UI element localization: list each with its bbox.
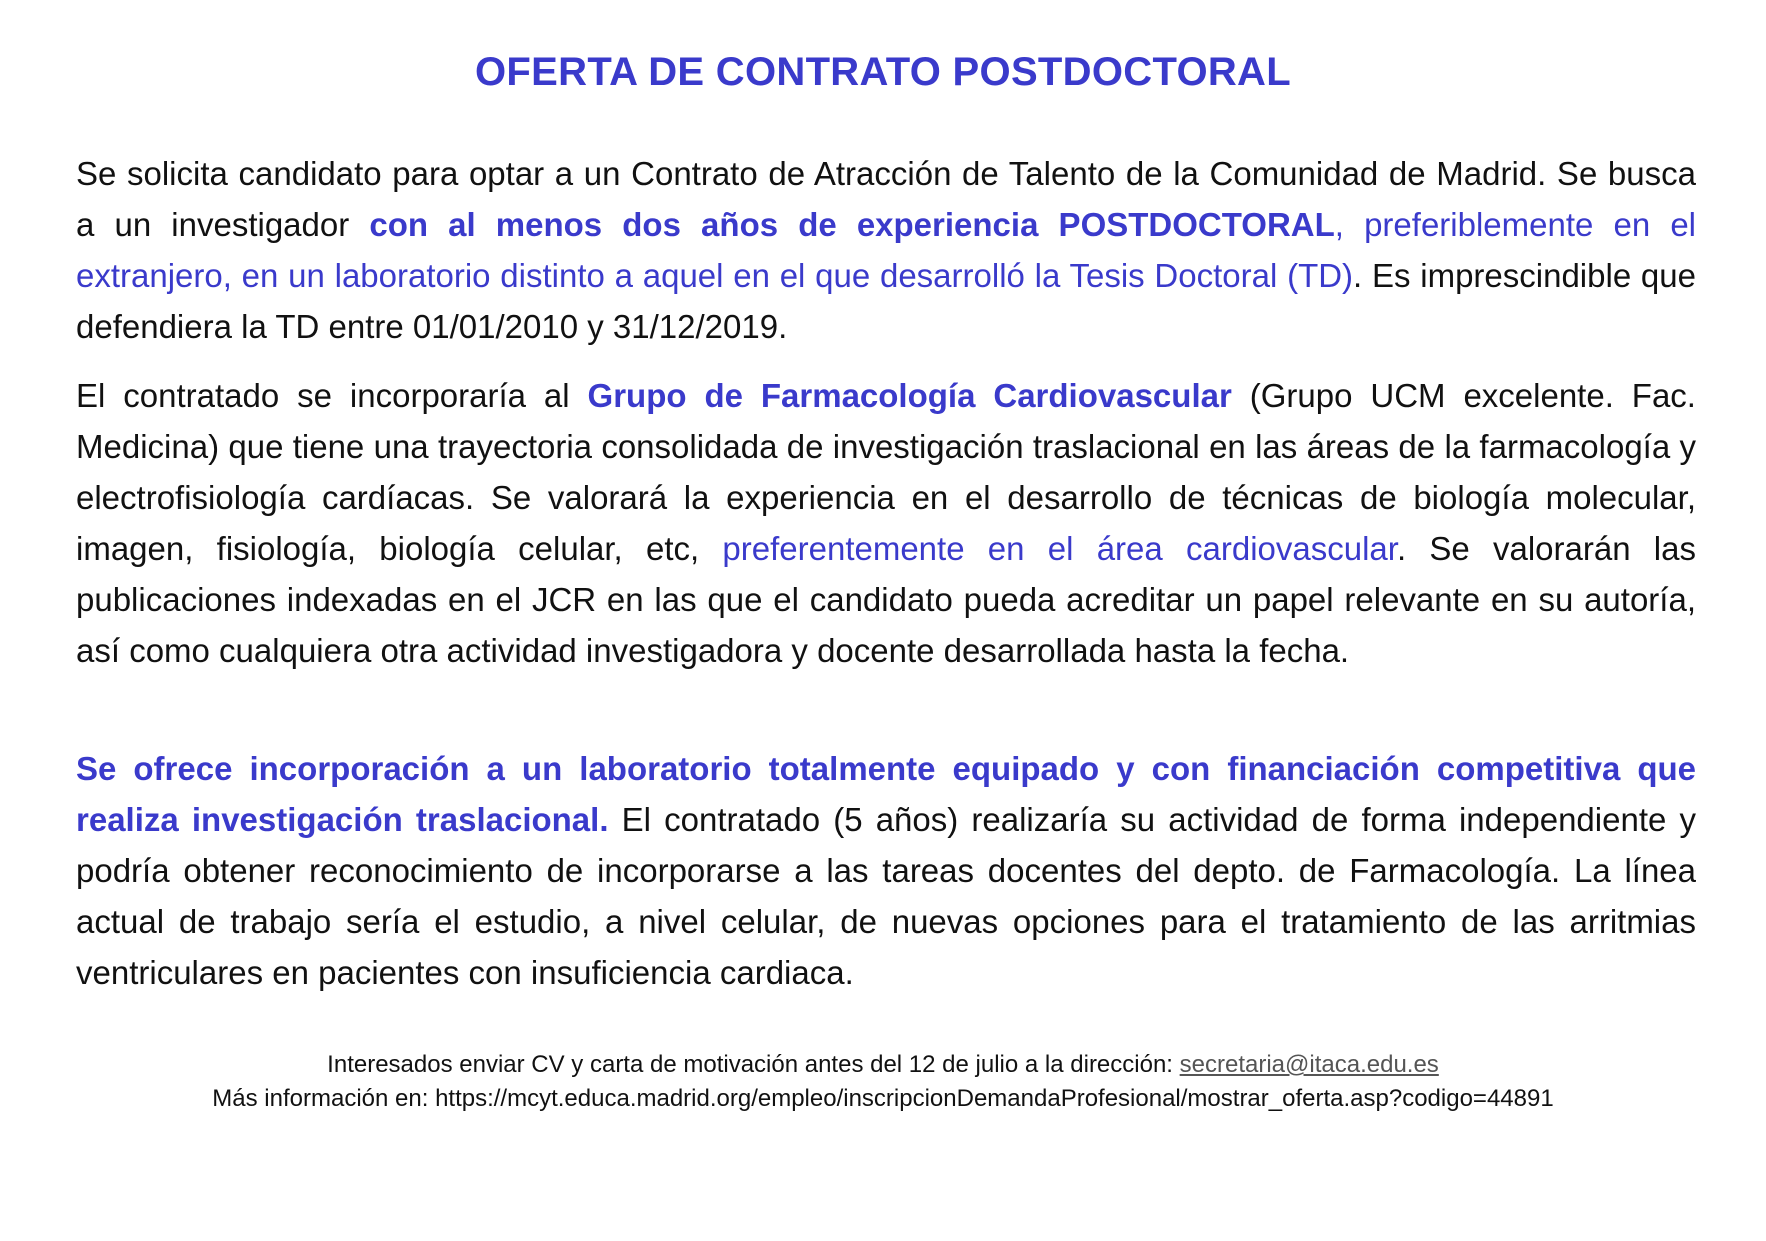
paragraph-group	[76, 370, 1696, 676]
paragraph-offer	[76, 743, 1696, 998]
contact-email-link[interactable]: secretaria@itaca.edu.es	[1179, 1051, 1439, 1078]
paragraph-requirements	[76, 148, 1696, 352]
p1-highlight-experience: con al menos dos años de experiencia POSTDOCTORAL	[369, 206, 1335, 243]
p2-text-c: (Grupo UCM excelente. Fac. Medicina) que tiene una trayectoria consolidada de investigación traslacional en las áreas de la farmacología y electrofisiología cardíacas. Se valorará la experiencia en el desarrollo de técnicas de biología molecular, imagen, fisiología, biología celular, etc,	[76, 377, 1696, 567]
p2-text-a: El contratado se incorporaría al	[76, 377, 588, 414]
p3-text-b: El contratado (5 años) realizaría su actividad de forma independiente y podría obtener reconocimiento de incorporarse a las tareas docentes del depto. de Farmacología. La línea actual de trabajo sería el estudio, a nivel celular, de nuevas opciones para el tratamiento de las arritmias ventriculares en pacientes con insuficiencia cardiaca.	[76, 801, 1696, 991]
p1-text-a: Se solicita candidato para optar a un Contrato de Atracción de Talento de la Comunidad de Madrid. Se busca a un investigador	[76, 155, 1696, 243]
p1-text-d: . Es imprescindible que defendiera la TD entre 01/01/2010 y 31/12/2019.	[76, 257, 1696, 345]
p2-highlight-area: preferentemente en el área cardiovascular	[722, 530, 1397, 567]
footer-contact-line	[0, 1048, 1766, 1082]
info-url-link[interactable]: https://mcyt.educa.madrid.org/empleo/inscripcionDemandaProfesional/mostrar_oferta.asp?codigo=44891	[435, 1085, 1554, 1112]
p2-text-e: . Se valorarán las publicaciones indexadas en el JCR en las que el candidato pueda acreditar un papel relevante en su autoría, así como cualquiera otra actividad investigadora y docente desarrollada hasta la fecha.	[76, 530, 1696, 669]
footer-info-label: Más información en:	[212, 1085, 436, 1112]
footer-contact-text: Interesados enviar CV y carta de motivación antes del 12 de julio a la dirección:	[327, 1051, 1180, 1078]
p2-highlight-group-name: Grupo de Farmacología Cardiovascular	[587, 377, 1232, 414]
p1-highlight-abroad: , preferiblemente en el extranjero, en un laboratorio distinto a aquel en el que desarrolló la Tesis Doctoral (TD)	[76, 206, 1697, 294]
footer-info-line	[0, 1082, 1766, 1116]
p3-highlight-offer: Se ofrece incorporación a un laboratorio totalmente equipado y con financiación competitiva que realiza investigación traslacional.	[76, 750, 1696, 838]
page-title: OFERTA DE CONTRATO POSTDOCTORAL	[475, 50, 1291, 94]
